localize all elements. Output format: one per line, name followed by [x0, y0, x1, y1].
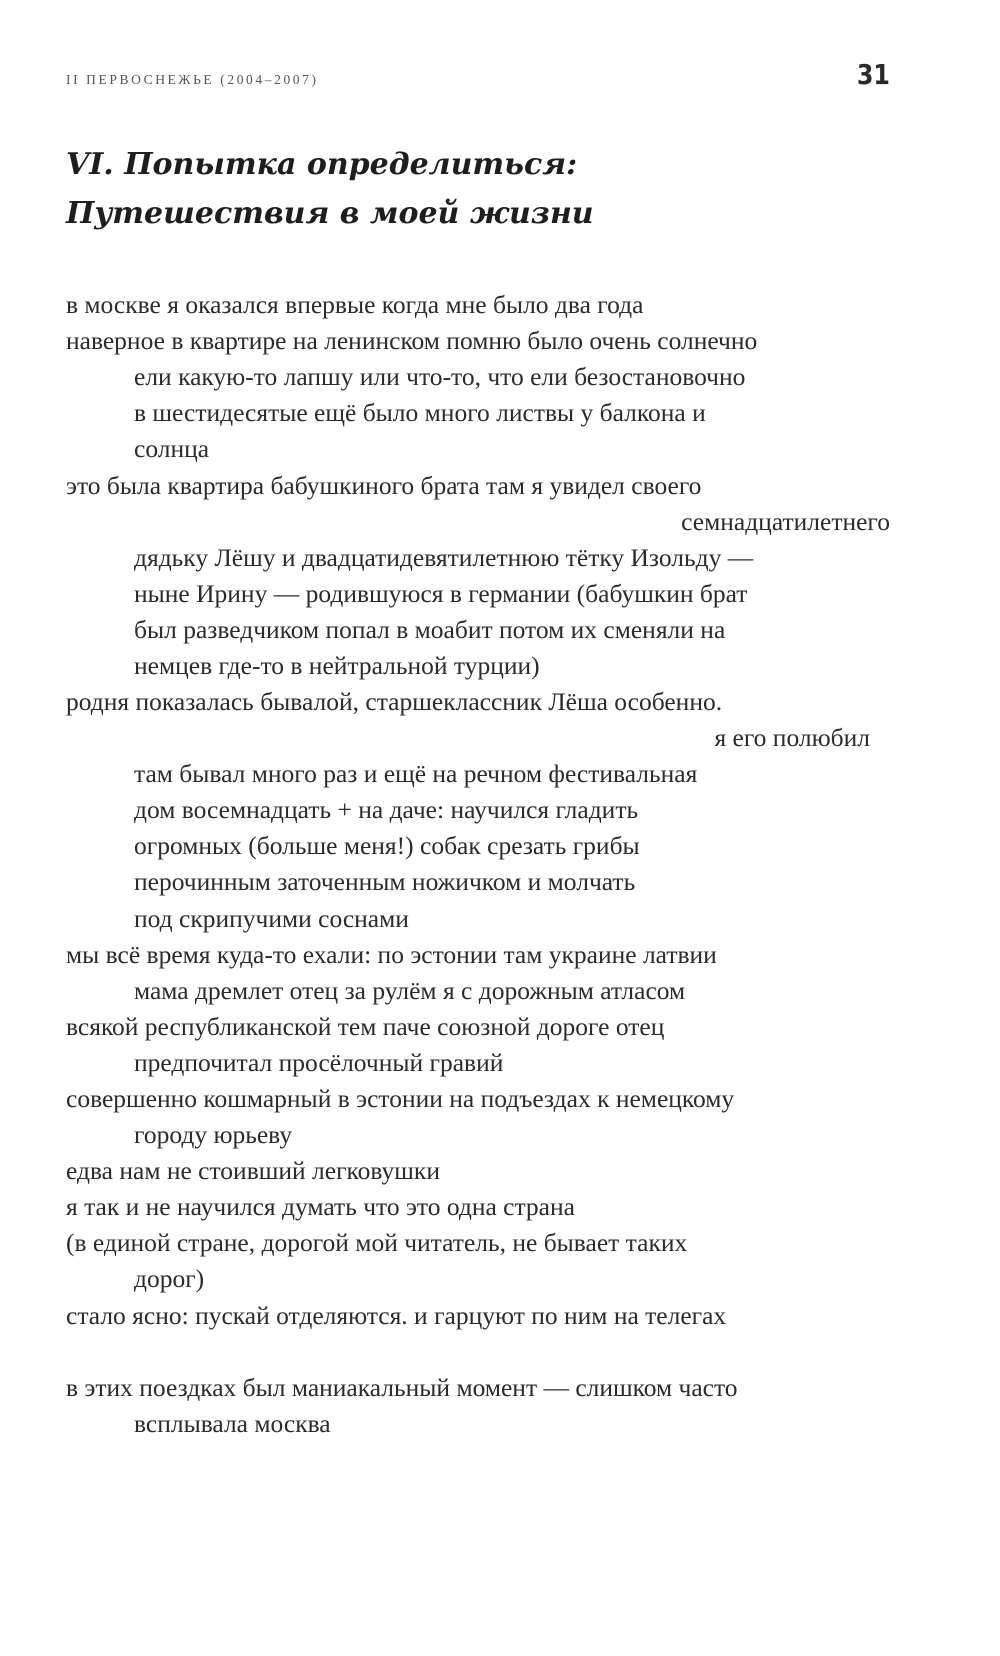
- poem-line: был разведчиком попал в моабит потом их сменяли на: [134, 615, 726, 644]
- poem-line: ныне Ирину — родившуюся в германии (бабушкин брат: [134, 579, 748, 608]
- poem-line: я его полюбил: [714, 723, 870, 752]
- poem-line: в москве я оказался впервые когда мне было два года: [66, 290, 644, 319]
- poem-line: перочинным заточенным ножичком и молчать: [134, 867, 636, 896]
- poem-line: там бывал много раз и ещё на речном фестивальная: [134, 759, 698, 788]
- poem-line: я так и не научился думать что это одна страна: [66, 1192, 575, 1221]
- chapter-title-line-2: Путешествия в моей жизни: [66, 196, 594, 231]
- poem-line: мы всё время куда-то ехали: по эстонии там украине латвии: [66, 940, 717, 969]
- poem-line: родня показалась бывалой, старшеклассник Лёша особенно.: [66, 687, 723, 716]
- poem-line: предпочитал просёлочный гравий: [134, 1048, 504, 1077]
- poem-line: наверное в квартире на ленинском помню было очень солнечно: [66, 326, 758, 355]
- poem-line: городу юрьеву: [134, 1120, 293, 1149]
- poem-line: семнадцатилетнего: [681, 507, 890, 536]
- poem-line: дядьку Лёшу и двадцатидевятилетнюю тётку Изольду —: [134, 543, 754, 572]
- poem-line: всякой республиканской тем паче союзной дороге отец: [66, 1012, 665, 1041]
- poem-line: дом восемнадцать + на даче: научился гладить: [134, 795, 639, 824]
- poem-line: стало ясно: пускай отделяются. и гарцуют по ним на телегах: [66, 1301, 727, 1330]
- running-head: II ПЕРВОСНЕЖЬЕ (2004–2007): [66, 72, 319, 87]
- poem-line: под скрипучими соснами: [134, 904, 409, 933]
- poem-line: солнца: [134, 434, 210, 463]
- poem-line: едва нам не стоивший легковушки: [66, 1156, 440, 1185]
- poem-line: мама дремлет отец за рулём я с дорожным атласом: [134, 976, 686, 1005]
- poem-line: немцев где-то в нейтральной турции): [134, 651, 540, 680]
- poem-line: всплывала москва: [134, 1409, 331, 1438]
- page-number: 31: [856, 58, 890, 91]
- poem-line: это была квартира бабушкиного брата там я увидел своего: [66, 471, 702, 500]
- poem-line: дорог): [134, 1264, 205, 1293]
- poem-line: (в единой стране, дорогой мой читатель, не бывает таких: [66, 1228, 688, 1257]
- poem-line: в шестидесятые ещё было много листвы у балкона и: [134, 398, 706, 427]
- chapter-title-line-1: VI. Попытка определиться:: [66, 147, 578, 182]
- poem-line: ели какую-то лапшу или что-то, что ели безостановочно: [134, 362, 746, 391]
- poem-line: огромных (больше меня!) собак срезать грибы: [134, 831, 640, 860]
- poem-line: совершенно кошмарный в эстонии на подъездах к немецкому: [66, 1084, 735, 1113]
- poem-line: в этих поездках был маниакальный момент — слишком часто: [66, 1373, 738, 1402]
